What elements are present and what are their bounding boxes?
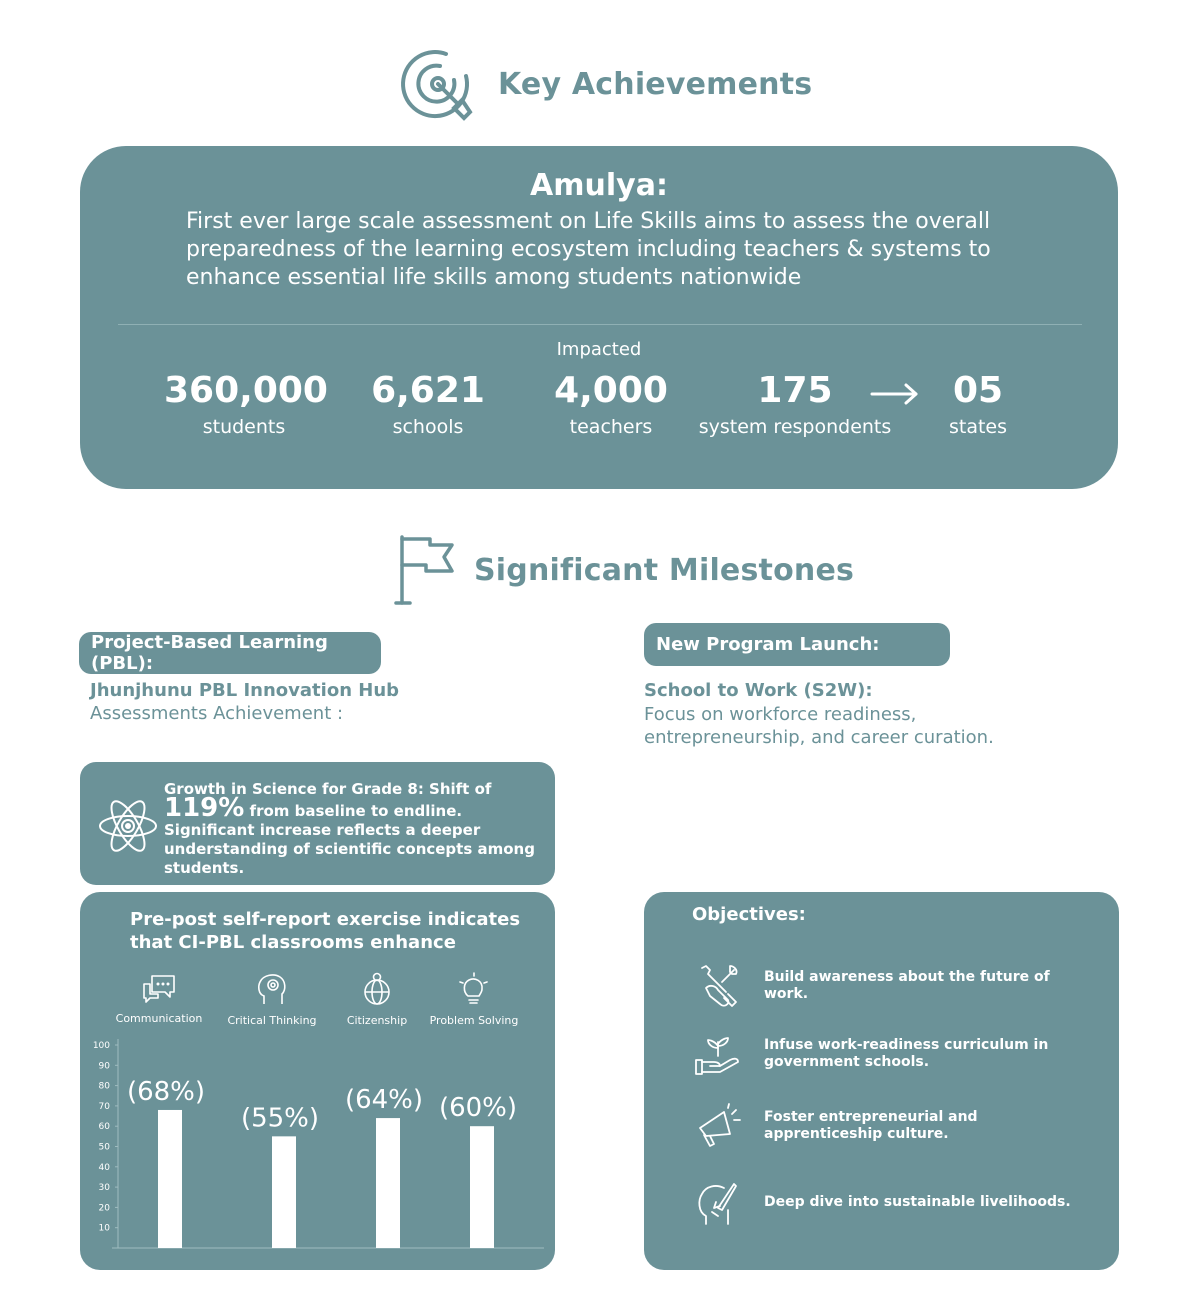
chart-bar: [470, 1126, 494, 1248]
amulya-title: Amulya:: [530, 168, 668, 203]
y-tick-label: 50: [98, 1142, 110, 1153]
skill-label: Citizenship: [346, 1014, 408, 1027]
megaphone-icon: [694, 1102, 742, 1150]
stat-label: teachers: [569, 416, 653, 438]
objectives-card: [644, 892, 1119, 1270]
skill-label: Critical Thinking: [227, 1014, 317, 1027]
science-growth-card: [80, 762, 555, 885]
globe-person-icon: [361, 972, 393, 1006]
pbl-pill: Project-Based Learning (PBL):: [79, 632, 381, 674]
bar-chart: [80, 1032, 555, 1262]
chart-bar: [272, 1136, 296, 1248]
objective-text: Deep dive into sustainable livelihoods.: [764, 1193, 1071, 1210]
stat-teachers: [541, 368, 681, 440]
tools-hand-icon: [694, 962, 742, 1010]
y-tick-label: 80: [98, 1081, 110, 1092]
science-text-before: Growth in Science for Grade 8: Shift of: [164, 780, 492, 798]
objective-item: [694, 1030, 1094, 1078]
y-tick-label: 10: [98, 1223, 110, 1234]
chart-data-labels: [127, 1077, 517, 1133]
milestones-title: Significant Milestones: [474, 552, 855, 588]
skill-label: Communication: [115, 1012, 203, 1025]
flag-icon: [392, 533, 456, 607]
stat-label: system respondents: [698, 416, 892, 438]
key-achievements-title: Key Achievements: [498, 66, 813, 102]
stat-system-respondents: [692, 368, 898, 440]
amulya-card: [80, 146, 1118, 489]
stat-value: 05: [952, 370, 1004, 411]
chart-bar: [158, 1110, 182, 1248]
s2w-title: School to Work (S2W):: [644, 680, 873, 701]
chart-bar: [376, 1118, 400, 1248]
skill-label: Problem Solving: [429, 1014, 519, 1027]
s2w-description: Focus on workforce readiness, entrepreneurship, and career curation.: [644, 704, 994, 748]
chart-title: Pre-post self-report exercise indicates that CI-PBL classrooms enhance: [130, 909, 521, 953]
milestones-header: [392, 533, 854, 607]
new-program-pill: New Program Launch:: [644, 623, 950, 666]
chart-data-label: (60%): [438, 1093, 518, 1124]
stat-label: schools: [392, 416, 464, 438]
pbl-assessments-label: Assessments Achievement :: [90, 703, 344, 724]
divider: [118, 324, 1082, 325]
chart-y-ticks: [93, 1041, 118, 1234]
stat-label: states: [948, 416, 1008, 438]
objective-item: [694, 962, 1094, 1010]
science-percent: 119%: [164, 793, 245, 823]
stat-value: 360,000: [164, 370, 328, 411]
rocket-head-icon: [694, 1178, 742, 1226]
objective-text: Build awareness about the future of work.: [764, 969, 1050, 1002]
chart-data-label: (64%): [344, 1085, 424, 1116]
skill-communication: [99, 972, 219, 1025]
stat-value: 175: [757, 370, 833, 411]
skill-critical-thinking: [212, 972, 332, 1027]
objective-item: [694, 1178, 1094, 1226]
chart-data-label: (68%): [126, 1076, 206, 1107]
stat-states: [928, 368, 1028, 440]
pbl-hub-title: Jhunjhunu PBL Innovation Hub: [90, 680, 400, 701]
stat-value: 6,621: [371, 370, 485, 411]
objective-item: [694, 1102, 1094, 1150]
plant-hand-icon: [694, 1030, 742, 1078]
stat-schools: [366, 368, 490, 440]
chart-data-label: (55%): [240, 1103, 320, 1134]
key-achievements-header: [400, 46, 812, 122]
stat-value: 4,000: [554, 370, 668, 411]
head-gear-icon: [254, 972, 290, 1006]
science-growth-text: [164, 780, 544, 878]
lightbulb-icon: [457, 972, 491, 1006]
y-tick-label: 90: [98, 1061, 110, 1072]
stat-students: [164, 368, 328, 440]
y-tick-label: 20: [98, 1203, 110, 1214]
science-text-after: from baseline to endline. Significant increase reflects a deeper understanding of scientific concepts among students.: [164, 802, 535, 877]
objective-text: Infuse work-readiness curriculum in government schools.: [764, 1037, 1049, 1070]
chart-card: [80, 892, 555, 1270]
objective-text: Foster entrepreneurial and apprenticeship culture.: [764, 1109, 978, 1142]
chart-bars: [158, 1110, 494, 1248]
y-tick-label: 70: [98, 1101, 110, 1112]
y-tick-label: 60: [98, 1122, 110, 1133]
arrow-right-icon: [870, 382, 920, 406]
y-tick-label: 100: [92, 1041, 110, 1051]
chat-icon: [140, 972, 178, 1004]
stat-label: students: [202, 416, 286, 438]
impacted-label: Impacted: [556, 339, 642, 360]
target-icon: [400, 46, 476, 122]
y-tick-label: 40: [98, 1162, 110, 1173]
y-tick-label: 30: [98, 1183, 110, 1194]
objectives-title: Objectives:: [692, 904, 806, 925]
atom-icon: [98, 794, 158, 858]
skill-problem-solving: [414, 972, 534, 1027]
amulya-description: First ever large scale assessment on Life Skills aims to assess the overall preparedness of the learning ecosystem including teachers & systems to enhance essential life skills among students nationwide: [186, 209, 991, 290]
